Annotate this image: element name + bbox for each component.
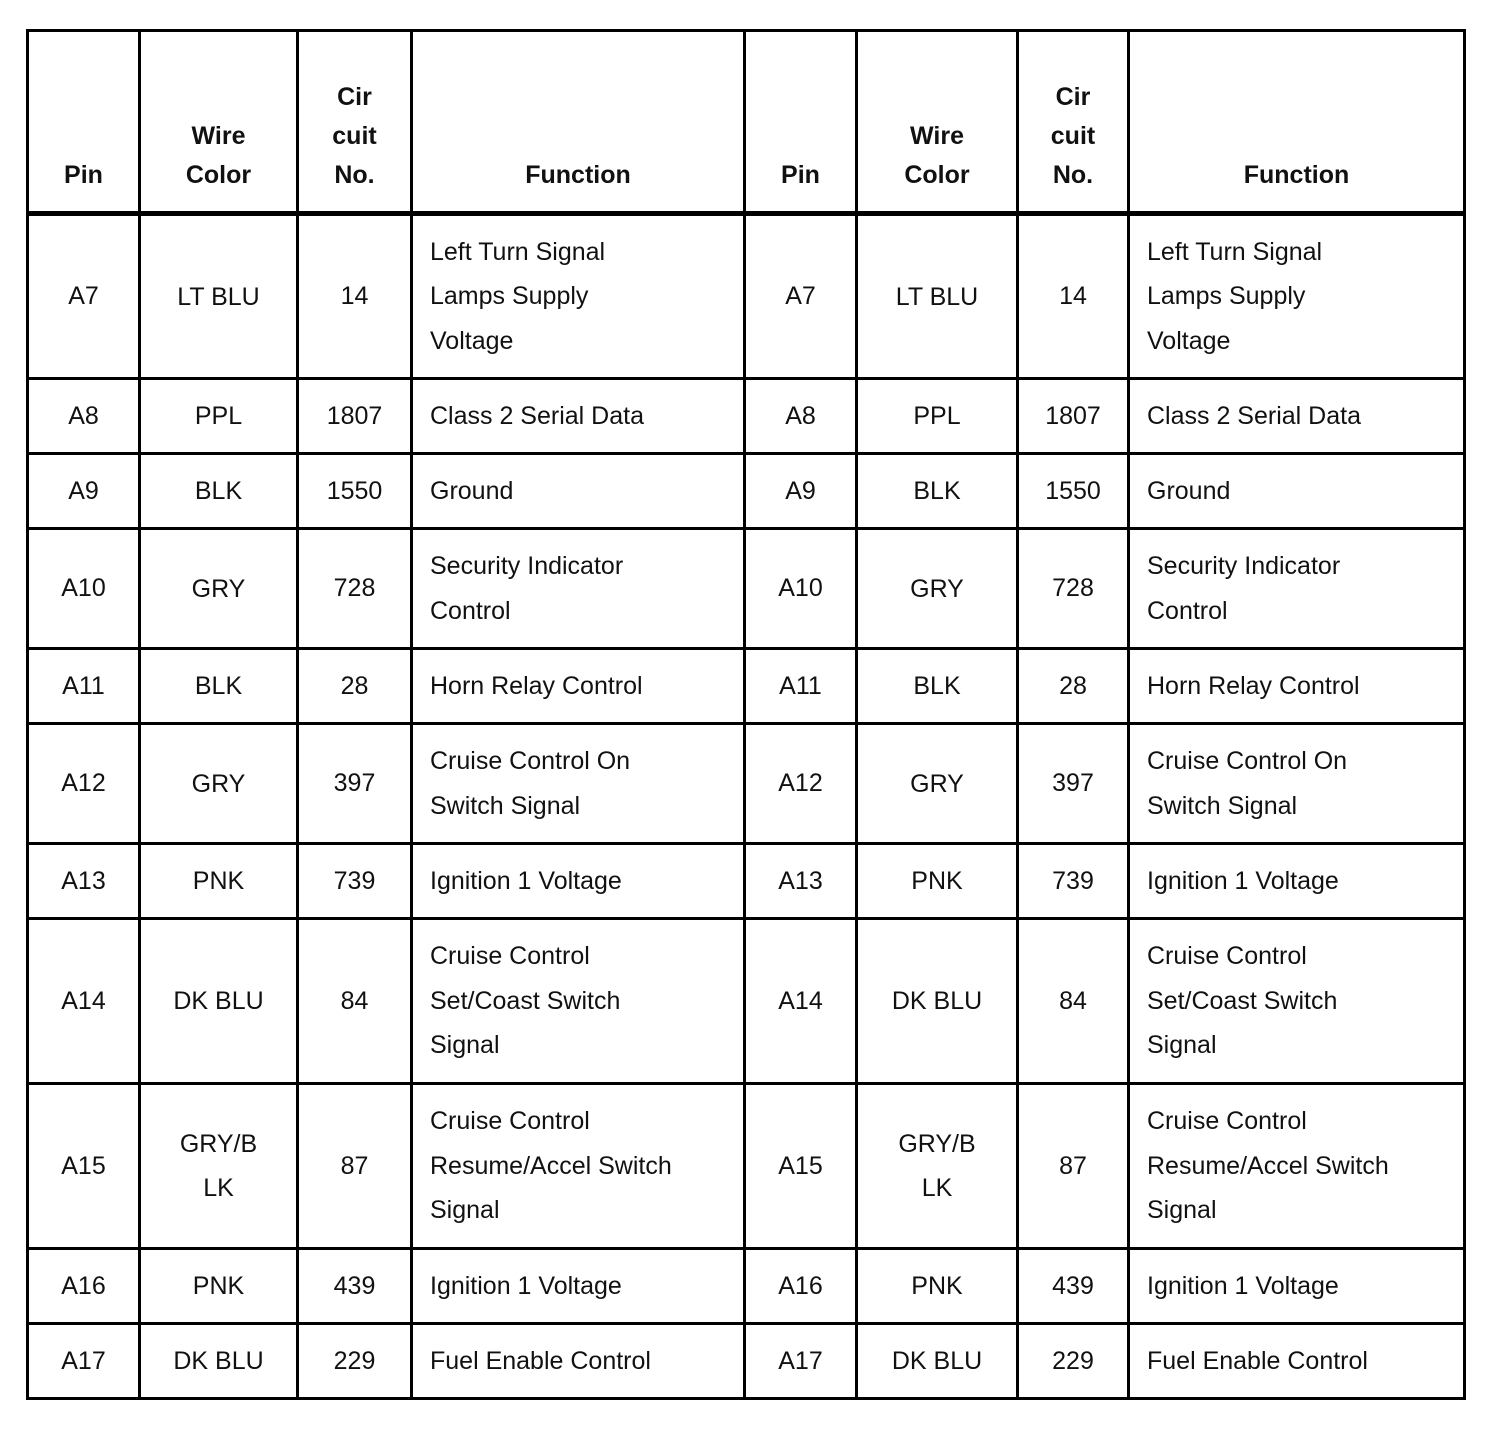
wire-color-cell	[857, 649, 1018, 724]
circuit-cell: 229	[298, 1324, 412, 1399]
function-text: Signal	[430, 1031, 500, 1060]
function-cell	[1129, 1249, 1465, 1324]
wire-color-text: PPL	[194, 402, 243, 430]
function-text: Control	[430, 596, 511, 625]
pin-cell: A14	[28, 919, 140, 1084]
wire-color-cell	[857, 724, 1018, 844]
wire-color-text: PPL	[913, 402, 961, 430]
function-text: Cruise Control On	[1147, 747, 1348, 775]
pin-cell: A8	[28, 379, 140, 454]
wire-color-text: LK	[921, 1174, 953, 1202]
table-body	[28, 214, 1465, 1399]
function-text: Horn Relay Control	[430, 671, 643, 700]
function-cell	[1129, 529, 1465, 649]
function-cell	[412, 724, 745, 844]
wire-color-text: BLK	[194, 672, 243, 700]
header-wire-color-right: Wire Color	[857, 31, 1018, 214]
wire-color-text: GRY	[910, 769, 964, 798]
pin-cell: A16	[745, 1249, 857, 1324]
pin-cell: A15	[28, 1084, 140, 1249]
circuit-cell: 739	[298, 844, 412, 919]
header-circuit-no: Cir cuit No.	[298, 31, 412, 214]
pin-cell: A16	[28, 1249, 140, 1324]
function-cell	[1129, 379, 1465, 454]
function-text: Resume/Accel Switch	[430, 1151, 672, 1180]
table-row	[28, 379, 1465, 454]
wire-color-text: GRY/B	[179, 1130, 258, 1158]
function-text: Cruise Control On	[430, 747, 631, 775]
function-text: Lamps Supply	[430, 282, 589, 311]
header-pin: Pin	[28, 31, 140, 214]
pin-cell: A17	[28, 1324, 140, 1399]
function-cell	[1129, 454, 1465, 529]
table-row	[28, 844, 1465, 919]
function-cell	[412, 1249, 745, 1324]
table-row	[28, 1324, 1465, 1399]
circuit-cell: 397	[298, 724, 412, 844]
wire-color-text: DK BLU	[891, 987, 983, 1015]
pin-cell: A13	[745, 844, 857, 919]
wire-color-text: LT BLU	[895, 282, 979, 311]
wire-color-text: PNK	[911, 1272, 963, 1300]
header-row	[28, 31, 1465, 214]
wire-color-cell	[140, 919, 298, 1084]
function-text: Signal	[1147, 1196, 1217, 1225]
wire-color-text: GRY	[910, 574, 964, 603]
function-cell	[1129, 214, 1465, 379]
table-row	[28, 724, 1465, 844]
wire-color-cell	[140, 529, 298, 649]
pin-cell: A12	[745, 724, 857, 844]
circuit-cell: 397	[1018, 724, 1129, 844]
function-text: Switch Signal	[430, 791, 581, 820]
pin-cell: A9	[745, 454, 857, 529]
circuit-cell: 728	[298, 529, 412, 649]
circuit-cell: 14	[1018, 214, 1129, 379]
wire-color-cell	[140, 379, 298, 454]
function-text: Class 2 Serial Data	[430, 401, 644, 430]
table-header	[28, 31, 1465, 214]
function-cell	[412, 214, 745, 379]
circuit-cell: 439	[298, 1249, 412, 1324]
function-cell	[412, 529, 745, 649]
wire-color-cell	[857, 529, 1018, 649]
wire-color-text: PNK	[911, 867, 963, 895]
table-row	[28, 919, 1465, 1084]
circuit-cell: 728	[1018, 529, 1129, 649]
wire-color-cell	[140, 1249, 298, 1324]
function-text: Ground	[430, 476, 514, 505]
header-function: Function	[412, 31, 745, 214]
pin-cell: A13	[28, 844, 140, 919]
header-function-right: Function	[1129, 31, 1465, 214]
function-cell	[412, 379, 745, 454]
function-text: Left Turn Signal	[430, 237, 606, 266]
wire-color-cell	[857, 919, 1018, 1084]
wire-color-text: BLK	[194, 477, 243, 505]
header-circuit-no-right: Cir cuit No.	[1018, 31, 1129, 214]
function-cell	[1129, 919, 1465, 1084]
function-text: Class 2 Serial Data	[1147, 401, 1361, 430]
table-row	[28, 649, 1465, 724]
circuit-cell: 229	[1018, 1324, 1129, 1399]
function-text: Ignition 1 Voltage	[430, 866, 622, 895]
pin-cell: A11	[28, 649, 140, 724]
function-text: Cruise Control	[430, 1107, 590, 1136]
function-text: Horn Relay Control	[1147, 671, 1360, 700]
circuit-cell: 87	[1018, 1084, 1129, 1249]
wire-color-text: DK BLU	[891, 1347, 983, 1375]
wire-color-text: PNK	[192, 1272, 245, 1300]
table-row	[28, 1084, 1465, 1249]
wire-color-text: GRY/B	[898, 1130, 976, 1158]
pin-cell: A15	[745, 1084, 857, 1249]
pinout-table	[26, 29, 1466, 1400]
pin-cell: A7	[28, 214, 140, 379]
circuit-cell: 1550	[1018, 454, 1129, 529]
circuit-cell: 28	[298, 649, 412, 724]
function-cell	[412, 454, 745, 529]
function-text: Security Indicator	[430, 552, 624, 580]
wire-color-cell	[140, 649, 298, 724]
pin-cell: A8	[745, 379, 857, 454]
function-text: Signal	[1147, 1031, 1217, 1060]
wire-color-cell	[857, 454, 1018, 529]
function-text: Voltage	[430, 326, 514, 355]
wire-color-cell	[857, 844, 1018, 919]
wire-color-text: LT BLU	[177, 282, 260, 311]
wire-color-cell	[140, 724, 298, 844]
function-text: Security Indicator	[1147, 552, 1341, 580]
function-text: Fuel Enable Control	[1147, 1346, 1368, 1375]
function-text: Ignition 1 Voltage	[430, 1271, 622, 1300]
wire-color-cell	[140, 214, 298, 379]
table-row	[28, 454, 1465, 529]
function-cell	[412, 649, 745, 724]
circuit-cell: 1550	[298, 454, 412, 529]
header-pin-right: Pin	[745, 31, 857, 214]
function-text: Set/Coast Switch	[1147, 986, 1338, 1015]
function-text: Ignition 1 Voltage	[1147, 1271, 1339, 1300]
function-text: Cruise Control	[430, 942, 590, 971]
function-text: Cruise Control	[1147, 1107, 1307, 1136]
table-row	[28, 1249, 1465, 1324]
wire-color-text: GRY	[191, 574, 246, 603]
function-text: Control	[1147, 596, 1228, 625]
circuit-cell: 28	[1018, 649, 1129, 724]
pin-cell: A12	[28, 724, 140, 844]
wire-color-cell	[140, 454, 298, 529]
function-cell	[412, 1324, 745, 1399]
function-text: Ground	[1147, 476, 1231, 505]
function-text: Signal	[430, 1196, 500, 1225]
table-row	[28, 214, 1465, 379]
wire-color-cell	[857, 1249, 1018, 1324]
pin-cell: A7	[745, 214, 857, 379]
pin-cell: A17	[745, 1324, 857, 1399]
function-text: Left Turn Signal	[1147, 237, 1323, 266]
circuit-cell: 439	[1018, 1249, 1129, 1324]
wire-color-text: BLK	[913, 477, 961, 505]
wire-color-cell	[857, 214, 1018, 379]
function-text: Set/Coast Switch	[430, 986, 621, 1015]
wire-color-text: LK	[203, 1174, 234, 1202]
wire-color-cell	[140, 844, 298, 919]
wire-color-text: GRY	[191, 769, 246, 798]
function-cell	[412, 1084, 745, 1249]
function-text: Resume/Accel Switch	[1147, 1151, 1389, 1180]
function-cell	[412, 919, 745, 1084]
circuit-cell: 14	[298, 214, 412, 379]
wire-color-cell	[140, 1324, 298, 1399]
wire-color-text: DK BLU	[173, 987, 264, 1015]
wire-color-cell	[857, 379, 1018, 454]
pin-cell: A14	[745, 919, 857, 1084]
wire-color-text: DK BLU	[173, 1347, 264, 1375]
circuit-cell: 1807	[1018, 379, 1129, 454]
circuit-cell: 739	[1018, 844, 1129, 919]
function-text: Voltage	[1147, 326, 1231, 355]
function-text: Fuel Enable Control	[430, 1346, 651, 1375]
header-wire-color: Wire Color	[140, 31, 298, 214]
pin-cell: A11	[745, 649, 857, 724]
wire-color-cell	[140, 1084, 298, 1249]
pin-cell: A10	[28, 529, 140, 649]
circuit-cell: 84	[1018, 919, 1129, 1084]
function-text: Cruise Control	[1147, 942, 1307, 971]
wire-color-cell	[857, 1324, 1018, 1399]
function-text: Lamps Supply	[1147, 282, 1306, 311]
function-cell	[1129, 844, 1465, 919]
function-cell	[1129, 649, 1465, 724]
pin-cell: A10	[745, 529, 857, 649]
wire-color-cell	[857, 1084, 1018, 1249]
wire-color-text: BLK	[913, 672, 961, 700]
function-text: Ignition 1 Voltage	[1147, 866, 1339, 895]
table-row	[28, 529, 1465, 649]
wire-color-text: PNK	[192, 867, 245, 895]
pin-cell: A9	[28, 454, 140, 529]
function-cell	[412, 844, 745, 919]
circuit-cell: 84	[298, 919, 412, 1084]
function-text: Switch Signal	[1147, 791, 1298, 820]
circuit-cell: 87	[298, 1084, 412, 1249]
function-cell	[1129, 1084, 1465, 1249]
circuit-cell: 1807	[298, 379, 412, 454]
function-cell	[1129, 724, 1465, 844]
function-cell	[1129, 1324, 1465, 1399]
